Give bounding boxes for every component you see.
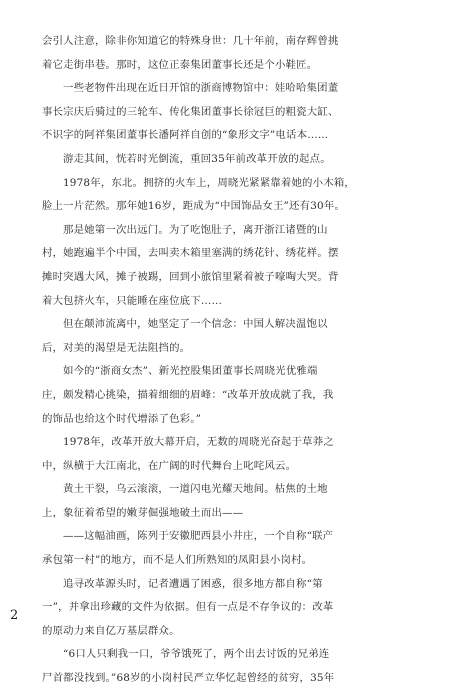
text-line: 的原动力来自亿万基层群众。 xyxy=(42,624,180,637)
text-line: 一”，并拿出珍藏的文件为依据。但有一点是不存争议的：改革 xyxy=(42,601,334,614)
text-line: 会引人注意，除非你知道它的特殊身世：几十年前，南存辉曾挑 xyxy=(42,35,339,47)
text-line: 脸上一片茫然。那年她16岁，距成为“中国饰品女王”还有30年。 xyxy=(42,200,346,213)
text-line: 但在颠沛流离中，她坚定了一个信念：中国人解决温饱以 xyxy=(63,318,328,331)
text-line: 后，对美的渴望是无法阻挡的。 xyxy=(42,341,191,354)
text-line: 追寻改革源头时，记者遭遇了困惑，很多地方都自称“第 xyxy=(63,577,323,590)
text-line: 黄土干裂，乌云滚滚，一道闪电光耀天地间。枯焦的土地 xyxy=(63,483,328,496)
text-line: 中，纵横于大江南北，在广阔的时代舞台上叱咤风云。 xyxy=(42,459,297,472)
text-line: 尸首都没找到。”68岁的小岗村民严立华忆起曾经的贫穷，35年 xyxy=(42,672,335,685)
text-line: 村，她跑遍半个中国，去叫卖木箱里塞满的绣花针、绣花样。摆 xyxy=(42,247,339,260)
text-line: 着它走街串巷。那时，这位正泰集团董事长还是个小鞋匠。 xyxy=(42,58,318,71)
text-line: 1978年，东北。拥挤的火车上，周晓光紧紧靠着她的小木箱， xyxy=(63,176,356,189)
text-line: 摊时突遇大风，摊子被踢，回到小旅馆里紧着被子嚎啕大哭。背 xyxy=(42,270,339,283)
body-text xyxy=(42,30,414,691)
text-line: 上，象征着希望的嫩芽倔强地破土而出—— xyxy=(42,506,244,519)
text-line: 一些老物件出现在近日开馆的浙商博物馆中：娃哈哈集团董 xyxy=(63,82,339,95)
text-line: “6口人只剩我一口，爷爷饿死了，两个出去讨饭的兄弟连 xyxy=(63,648,330,661)
text-line: 着大包挤火车，只能睡在座位底下…… xyxy=(42,294,223,307)
text-line: 1978年，改革开放大幕开启，无数的周晓光奋起于草莽之 xyxy=(63,436,334,449)
text-line: 如今的“浙商女杰”、新光控股集团董事长周晓光优雅端 xyxy=(63,365,318,378)
text-line: 承包第一村”的地方，而不是人们所熟知的凤阳县小岗村。 xyxy=(42,554,313,567)
text-line: 事长宗庆后骑过的三轮车、传化集团董事长徐冠巨的粗瓷大缸、 xyxy=(42,105,339,118)
text-line: 庄，颇发精心挑染，描着细细的眉峰：“改革开放成就了我，我 xyxy=(42,388,334,401)
text-line: 的饰品也给这个时代增添了色彩。” xyxy=(42,412,202,425)
text-line: 游走其间，恍若时光倒流，重回35年前改革开放的起点。 xyxy=(63,152,331,165)
text-line: ——这幅油画，陈列于安徽肥西县小井庄，一个自称“联产 xyxy=(63,530,334,543)
text-line: 不识字的阿祥集团董事长潘阿祥自创的“象形文字”电话本…… xyxy=(42,129,329,142)
text-line: 那是她第一次出远门。为了吃饱肚子，离开浙江诸暨的山 xyxy=(63,223,328,236)
page-number: 2 xyxy=(10,608,19,623)
